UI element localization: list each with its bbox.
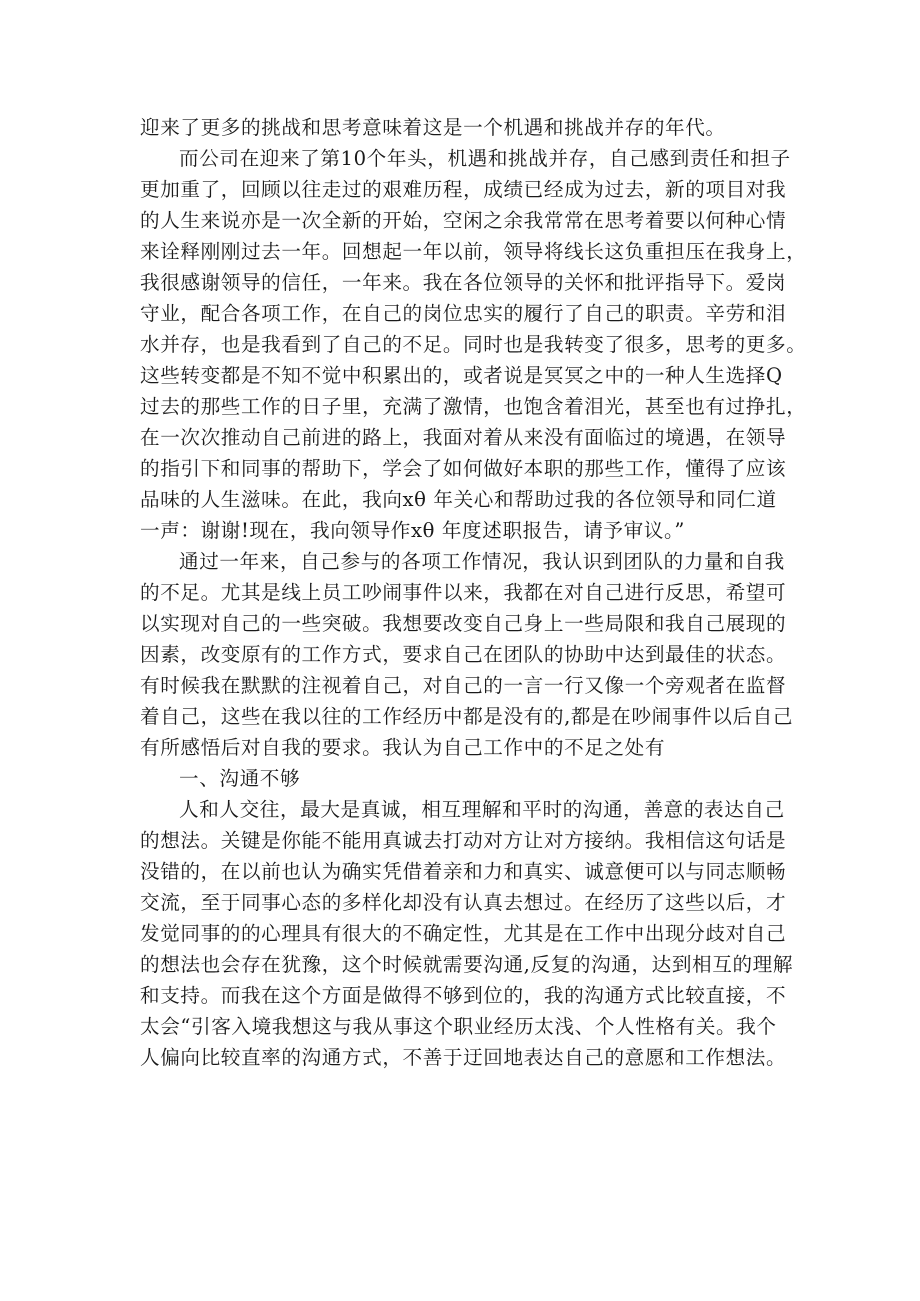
text-line: 而公司在迎来了第10个年头，机遇和挑战并存，自己感到责任和担子: [179, 147, 791, 170]
text-line: 有所感悟后对自我的要求。我认为自己工作中的不足之处有: [140, 736, 666, 759]
text-line: 着自己，这些在我以往的工作经历中都是没有的,都是在吵闹事件以后自己: [140, 705, 794, 728]
text-line: 和支持。而我在这个方面是做得不够到位的，我的沟通方式比较直接，不: [140, 984, 787, 1007]
text-line: 以实现对自己的一些突破。我想要改变自己身上一些局限和我自己展现的: [140, 612, 787, 635]
text-line: 的想法。关键是你能不能用真诚去打动对方让对方接纳。我相信这句话是: [140, 829, 787, 852]
text-line: 的指引下和同事的帮助下，学会了如何做好本职的那些工作，懂得了应该: [140, 457, 787, 480]
text-line: 没错的，在以前也认为确实凭借着亲和力和真实、诚意便可以与同志顺畅: [140, 860, 787, 883]
text-line: 交流，至于同事心态的多样化却没有认真去想过。在经历了这些以后，才: [140, 891, 787, 914]
text-line: 这些转变都是不知不觉中积累出的，或者说是冥冥之中的一种人生选择Q: [140, 364, 783, 387]
text-line: 发觉同事的的心理具有很大的不确定性，尤其是在工作中出现分歧对自己: [140, 922, 787, 945]
text-line: 的想法也会存在犹豫，这个时候就需要沟通,反复的沟通，达到相互的理解: [140, 953, 794, 976]
text-line: 人偏向比较直率的沟通方式，不善于迂回地表达自己的意愿和工作想法。: [140, 1046, 787, 1069]
text-line: 的人生来说亦是一次全新的开始，空闲之余我常常在思考着要以何种心情: [140, 209, 787, 232]
text-line: 更加重了，回顾以往走过的艰难历程，成绩已经成为过去，新的项目对我: [140, 178, 787, 201]
text-line: 来诠释刚刚过去一年。回想起一年以前，领导将线长这负重担压在我身上，: [140, 240, 807, 263]
text-line: 我很感谢领导的信任，一年来。我在各位领导的关怀和批评指导下。爱岗: [140, 271, 787, 294]
text-line: 一声：谢谢!现在，我向领导作xθ 年度述职报告，请予审议。”: [140, 519, 686, 542]
text-line: 过去的那些工作的日子里，充满了激情，也饱含着泪光，甚至也有过挣扎，: [140, 395, 807, 418]
text-line: 太会“引客入境我想这与我从事这个职业经历太浅、个人性格有关。我个: [140, 1015, 777, 1038]
body-text: [140, 112, 807, 1073]
text-line: 品味的人生滋味。在此，我向xθ 年关心和帮助过我的各位领导和同仁道: [140, 488, 777, 511]
text-line: 水并存，也是我看到了自己的不足。同时也是我转变了很多，思考的更多。: [140, 333, 807, 356]
text-line: 一、沟通不够: [179, 767, 301, 790]
text-line: 通过一年来，自己参与的各项工作情况，我认识到团队的力量和自我: [179, 550, 785, 573]
text-line: 有时候我在默默的注视着自己，对自己的一言一行又像一个旁观者在监督: [140, 674, 787, 697]
text-line: 人和人交往，最大是真诚，相互理解和平时的沟通，善意的表达自己: [179, 798, 785, 821]
text-line: 守业，配合各项工作，在自己的岗位忠实的履行了自己的职责。辛劳和泪: [140, 302, 787, 325]
text-line: 因素，改变原有的工作方式，要求自己在团队的协助中达到最佳的状态。: [140, 643, 787, 666]
text-line: 迎来了更多的挑战和思考意味着这是一个机遇和挑战并存的年代。: [140, 116, 726, 139]
text-line: 的不足。尤其是线上员工吵闹事件以来，我都在对自己进行反思，希望可: [140, 581, 787, 604]
text-line: 在一次次推动自己前进的路上，我面对着从来没有面临过的境遇，在领导: [140, 426, 787, 449]
